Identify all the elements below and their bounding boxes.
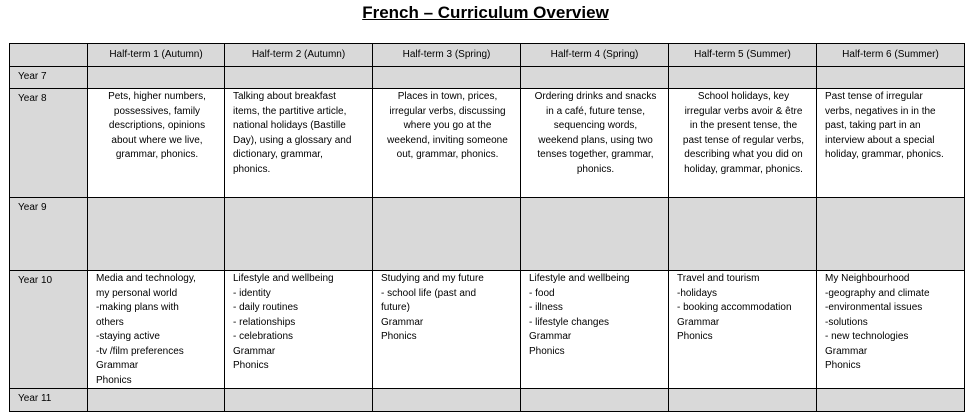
cell-year-10-ht4: Lifestyle and wellbeing - food - illness - lifestyle changes Grammar Phonics	[521, 271, 669, 389]
cell-year-7-ht2	[225, 67, 373, 89]
cell-year-10-ht5: Travel and tourism -holidays - booking accommodation Grammar Phonics	[669, 271, 817, 389]
cell-year-11-ht2	[225, 389, 373, 412]
cell-year-9-ht5	[669, 198, 817, 271]
cell-year-7-ht6	[817, 67, 965, 89]
header-half-term-3: Half-term 3 (Spring)	[373, 44, 521, 67]
row-label-year-7: Year 7	[10, 67, 88, 89]
cell-year-9-ht6	[817, 198, 965, 271]
cell-year-10-ht1: Media and technology, my personal world -making plans with others -staying active -tv /film preferences Grammar Phonics	[88, 271, 225, 389]
cell-year-8-ht3: Places in town, prices, irregular verbs, discussing where you go at the weekend, inviting someone out, grammar, phonics.	[373, 89, 521, 198]
cell-year-9-ht1	[88, 198, 225, 271]
table-row-year-9	[10, 198, 965, 271]
cell-year-9-ht2	[225, 198, 373, 271]
cell-year-8-ht5: School holidays, key irregular verbs avoir & être in the present tense, the past tense of regular verbs, describing what you did on holiday, grammar, phonics.	[669, 89, 817, 198]
row-label-year-10: Year 10	[10, 271, 88, 389]
cell-year-8-ht4: Ordering drinks and snacks in a café, future tense, sequencing words, weekend plans, using two tenses together, grammar, phonics.	[521, 89, 669, 198]
header-half-term-1: Half-term 1 (Autumn)	[88, 44, 225, 67]
header-half-term-4: Half-term 4 (Spring)	[521, 44, 669, 67]
row-label-year-9: Year 9	[10, 198, 88, 271]
curriculum-table	[9, 43, 965, 412]
cell-year-10-ht3: Studying and my future - school life (past and future) Grammar Phonics	[373, 271, 521, 389]
cell-year-9-ht4	[521, 198, 669, 271]
cell-year-7-ht4	[521, 67, 669, 89]
table-row-year-8	[10, 89, 965, 198]
cell-year-8-ht1: Pets, higher numbers, possessives, family descriptions, opinions about where we live, grammar, phonics.	[88, 89, 225, 198]
cell-year-11-ht6	[817, 389, 965, 412]
header-half-term-2: Half-term 2 (Autumn)	[225, 44, 373, 67]
cell-year-7-ht5	[669, 67, 817, 89]
page-title: French – Curriculum Overview	[362, 3, 609, 22]
cell-year-11-ht4	[521, 389, 669, 412]
cell-year-11-ht1	[88, 389, 225, 412]
cell-year-10-ht6: My Neighbourhood -geography and climate -environmental issues -solutions - new technologies Grammar Phonics	[817, 271, 965, 389]
table-row-year-11	[10, 389, 965, 412]
cell-year-8-ht6: Past tense of irregular verbs, negatives in in the past, taking part in an interview about a special holiday, grammar, phonics.	[817, 89, 965, 198]
table-row-year-7	[10, 67, 965, 89]
cell-year-7-ht1	[88, 67, 225, 89]
header-half-term-5: Half-term 5 (Summer)	[669, 44, 817, 67]
cell-year-11-ht3	[373, 389, 521, 412]
row-label-year-11: Year 11	[10, 389, 88, 412]
cell-year-7-ht3	[373, 67, 521, 89]
row-label-year-8: Year 8	[10, 89, 88, 198]
header-half-term-6: Half-term 6 (Summer)	[817, 44, 965, 67]
table-row-year-10	[10, 271, 965, 389]
header-row	[10, 44, 965, 67]
header-corner	[10, 44, 88, 67]
cell-year-9-ht3	[373, 198, 521, 271]
cell-year-11-ht5	[669, 389, 817, 412]
cell-year-8-ht2: Talking about breakfast items, the partitive article, national holidays (Bastille Day), using a glossary and dictionary, grammar, phonics.	[225, 89, 373, 198]
cell-year-10-ht2: Lifestyle and wellbeing - identity - daily routines - relationships - celebrations Grammar Phonics	[225, 271, 373, 389]
